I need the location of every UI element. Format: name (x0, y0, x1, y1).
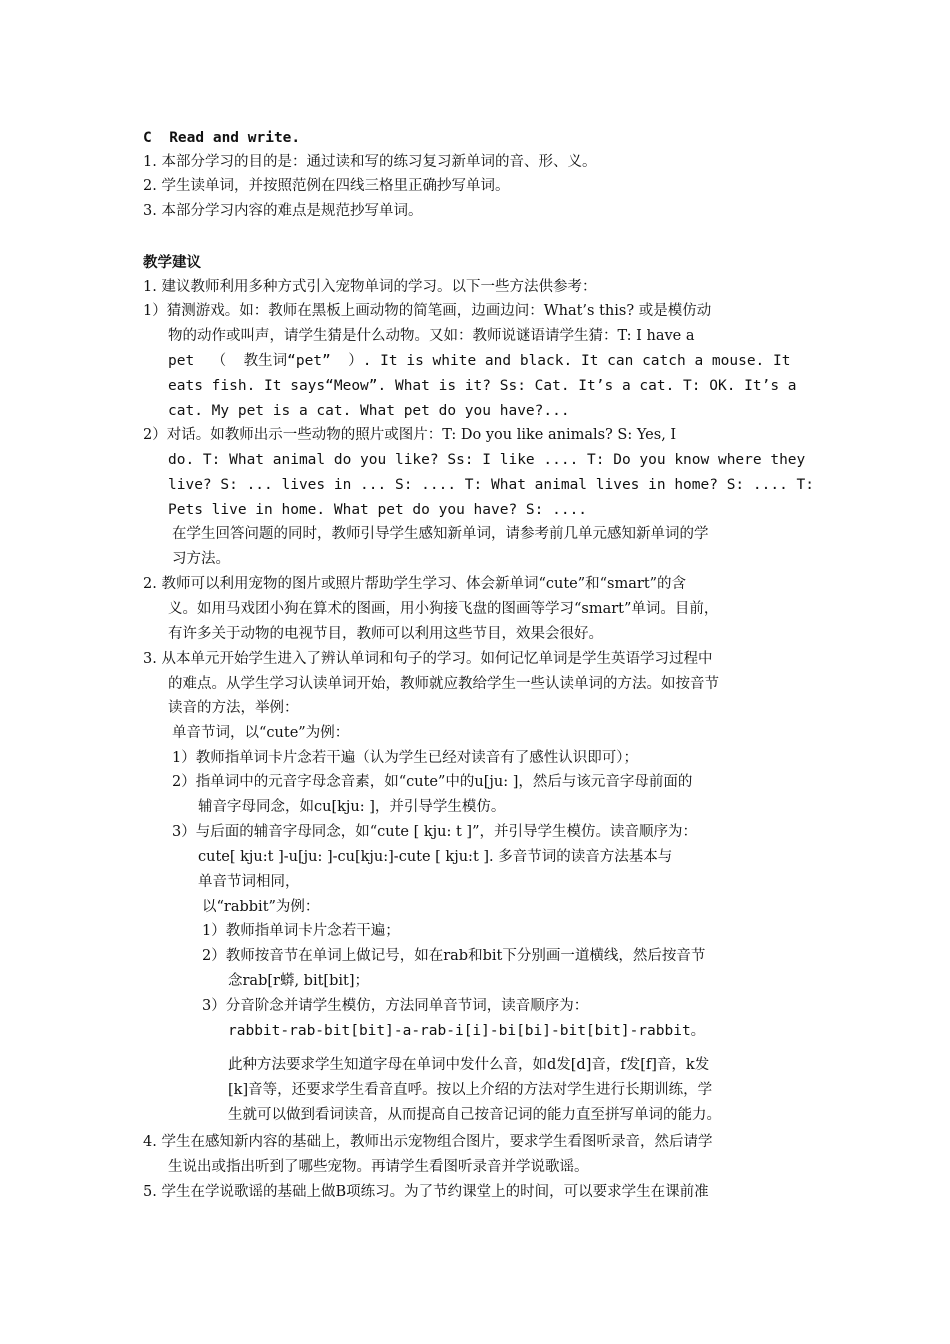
text-line: 4. 学生在感知新内容的基础上，教师出示宠物组合图片，要求学生看图听录音，然后请学 (143, 1134, 713, 1150)
text-line: [k]音等，还要求学生看音直呼。按以上介绍的方法对学生进行长期训练，学 (228, 1082, 713, 1098)
text-line: cat. My pet is a cat. What pet do you have?... (168, 403, 570, 419)
text-line: Pets live in home. What pet do you have? S: .... (168, 502, 588, 518)
text-line: cute[ kju:t ]-u[ju: ]-cu[kju:]-cute [ kju:t ]. 多音节词的读音方法基本与 (198, 849, 673, 865)
text-line: 1）教师指单词卡片念若干遍； (202, 923, 400, 939)
text-line: 1. 本部分学习的目的是：通过读和写的练习复习新单词的音、形、义。 (143, 154, 597, 170)
text-line: 单音节词，以“cute”为例： (172, 725, 350, 741)
text-line: 习方法。 (172, 551, 230, 567)
text-line: eats fish. It says“Meow”. What is it? Ss: Cat. It’s a cat. T: OK. It’s a (168, 378, 797, 394)
text-line: 有许多关于动物的电视节目，教师可以利用这些节目，效果会很好。 (168, 626, 603, 642)
text-line: 2. 教师可以利用宠物的图片或照片帮助学生学习、体会新单词“cute”和“smart”的含 (143, 576, 687, 592)
text-line: 读音的方法，举例： (168, 700, 299, 716)
text-line: 生就可以做到看词读音，从而提高自己按音记词的能力直至拼写单词的能力。 (228, 1107, 721, 1123)
section-heading-read-and-write: C Read and write. (143, 130, 301, 146)
text-line: 以“rabbit”为例： (202, 899, 320, 915)
text-line: 生说出或指出听到了哪些宠物。再请学生看图听录音并学说歌谣。 (168, 1159, 589, 1175)
text-line: 此种方法要求学生知道字母在单词中发什么音，如d发[d]音，f发[f]音，k发 (228, 1057, 710, 1073)
text-line: do. T: What animal do you like? Ss: I like .... T: Do you know where they (168, 452, 806, 468)
text-line: live? S: ... lives in ... S: .... T: What animal lives in home? S: .... T: (168, 477, 815, 493)
text-line: 在学生回答问题的同时，教师引导学生感知新单词，请参考前几单元感知新单词的学 (172, 526, 709, 542)
text-line: 物的动作或叫声，请学生猜是什么动物。又如：教师说谜语请学生猜：T: I have a (168, 328, 695, 344)
text-line: 念rab[r蟒, bit[bit]； (228, 973, 369, 989)
text-line: 3. 本部分学习内容的难点是规范抄写单词。 (143, 203, 423, 219)
text-line: rabbit-rab-bit[bit]-a-rab-i[i]-bi[bi]-bit[bit]-rabbit。 (228, 1023, 706, 1039)
text-line: 3）分音阶念并请学生模仿，方法同单音节词，读音顺序为： (202, 998, 589, 1014)
text-line: 2）对话。如教师出示一些动物的照片或图片：T: Do you like animals? S: Yes, I (143, 427, 677, 443)
text-line: 1. 建议教师利用多种方式引入宠物单词的学习。以下一些方法供参考： (143, 279, 597, 295)
text-line: 2. 学生读单词，并按照范例在四线三格里正确抄写单词。 (143, 178, 510, 194)
text-line: 3）与后面的辅音字母同念，如“cute [ kju: t ]”，并引导学生模仿。读音顺序为： (172, 824, 697, 840)
text-line: 3. 从本单元开始学生进入了辨认单词和句子的学习。如何记忆单词是学生英语学习过程中 (143, 651, 713, 667)
text-line: 2）教师按音节在单词上做记号，如在rab和bit下分别画一道横线，然后按音节 (202, 948, 706, 964)
text-line: 辅音字母同念，如cu[kju: ]，并引导学生模仿。 (198, 799, 506, 815)
text-line: 1）教师指单词卡片念若干遍（认为学生已经对读音有了感性认识即可）； (172, 750, 638, 766)
section-heading-teaching-suggestions: 教学建议 (143, 254, 201, 271)
text-line: 义。如用马戏团小狗在算术的图画，用小狗接飞盘的图画等学习“smart”单词。目前， (168, 601, 719, 617)
text-line: pet （ 教生词“pet” ）. It is white and black. It can catch a mouse. It (168, 353, 791, 369)
text-line: 2）指单词中的元音字母念音素，如“cute”中的u[ju: ]，然后与该元音字母前面的 (172, 774, 693, 790)
text-line: 单音节词相同， (198, 874, 300, 890)
text-line: 5. 学生在学说歌谣的基础上做B项练习。为了节约课堂上的时间，可以要求学生在课前准 (143, 1184, 709, 1200)
text-line: 的难点。从学生学习认读单词开始，教师就应教给学生一些认读单词的方法。如按音节 (168, 676, 719, 692)
text-line: 1）猜测游戏。如：教师在黑板上画动物的简笔画，边画边问：What’s this? 或是模仿动 (143, 303, 712, 319)
